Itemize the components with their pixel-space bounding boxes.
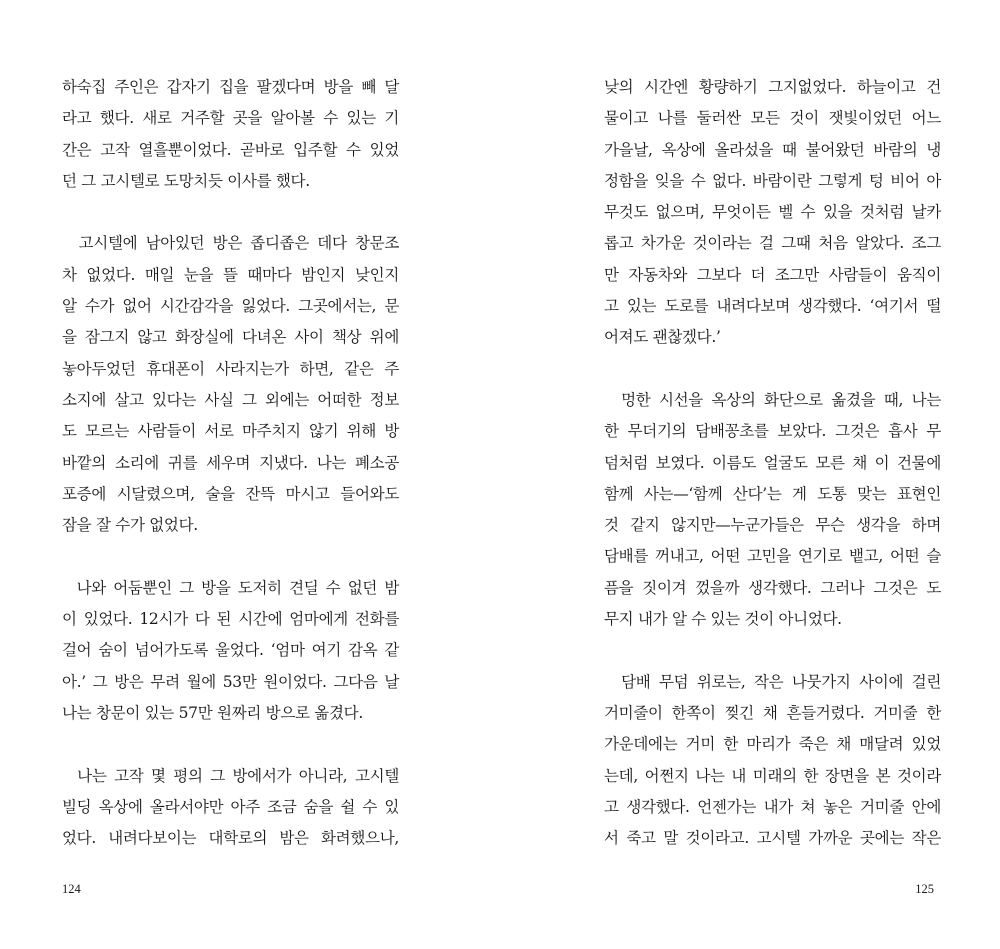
text-line: 포증에 시달렸으며, 술을 잔뜩 마시고 들어와도 (62, 484, 399, 503)
text-line: 만 자동차와 그보다 더 조그만 사람들이 움직이 (604, 265, 941, 284)
text-line: 이 있었다. 12시가 다 된 시간에 엄마에게 전화를 (62, 610, 399, 629)
paragraph-gap (62, 197, 399, 228)
text-line: 담배 무덤 위로는, 작은 나뭇가지 사이에 걸린 (604, 672, 941, 691)
text-line: 을 잠그지 않고 화장실에 다녀온 사이 책상 위에 (62, 328, 399, 347)
text-line: 거미줄이 한쪽이 찢긴 채 흔들거렸다. 거미줄 한 (604, 703, 941, 722)
paragraph-gap (62, 541, 399, 572)
text-line: 차 없었다. 매일 눈을 뜰 때마다 밤인지 낮인지 (62, 265, 399, 284)
page-number: 125 (915, 882, 934, 896)
page-number: 124 (62, 882, 81, 896)
text-line: 낮의 시간엔 황량하기 그지없었다. 하늘이고 건 (604, 78, 941, 96)
text-line: 알 수가 없어 시간감각을 잃었다. 그곳에서는, 문 (62, 297, 399, 316)
text-line: 가을날, 옥상에 올라섰을 때 불어왔던 바람의 냉 (604, 140, 941, 159)
text-line: 정함을 잊을 수 없다. 바람이란 그렇게 텅 비어 아 (604, 171, 941, 190)
paragraph-gap (604, 354, 941, 385)
text-line: 었다. 내려다보이는 대학로의 밤은 화려했으나, (62, 829, 399, 848)
text-line: 던 그 고시텔로 도망치듯 이사를 했다. (62, 171, 310, 190)
text-line: 무지 내가 알 수 있는 것이 아니었다. (604, 610, 842, 629)
right-page-body (604, 72, 941, 854)
text-line: 잠을 잘 수가 없었다. (62, 516, 198, 535)
text-line: 빌딩 옥상에 올라서야만 아주 조금 숨을 쉴 수 있 (62, 797, 399, 816)
paragraph-gap (62, 729, 399, 760)
right-page (500, 0, 1000, 949)
text-line: 서 죽고 말 것이라고. 고시텔 가까운 곳에는 작은 (604, 829, 941, 848)
text-line: 물이고 나를 둘러싼 모든 것이 잿빛이었던 어느 (604, 109, 941, 128)
text-line: 나와 어둠뿐인 그 방을 도저히 견딜 수 없던 밤 (62, 578, 399, 597)
text-line: 한 무더기의 담배꽁초를 보았다. 그것은 흡사 무 (604, 422, 941, 441)
text-line: 어져도 괜찮겠다.’ (604, 328, 721, 347)
text-line: 도 모르는 사람들이 서로 마주치지 않기 위해 방 (62, 422, 399, 441)
text-line: 덤처럼 보였다. 이름도 얼굴도 모른 채 이 건물에 (604, 453, 941, 472)
text-line: 는데, 어쩐지 나는 내 미래의 한 장면을 본 것이라 (604, 766, 941, 785)
text-line: 가운데에는 거미 한 마리가 죽은 채 매달려 있었 (604, 735, 941, 754)
text-line: 바깥의 소리에 귀를 세우며 지냈다. 나는 폐소공 (62, 453, 399, 472)
paragraph-gap (604, 635, 941, 666)
text-line: 롭고 차가운 것이라는 걸 그때 처음 알았다. 조그 (604, 234, 941, 253)
text-line: 고 생각했다. 언젠가는 내가 쳐 놓은 거미줄 안에 (604, 797, 941, 816)
text-line: 것 같지 않지만—누군가들은 무슨 생각을 하며 (604, 516, 941, 535)
text-line: 간은 고작 열흘뿐이었다. 곧바로 입주할 수 있었 (62, 140, 399, 159)
text-line: 무것도 없으며, 무엇이든 벨 수 있을 것처럼 날카 (604, 203, 941, 222)
text-line: 나는 창문이 있는 57만 원짜리 방으로 옮겼다. (62, 703, 363, 722)
text-line: 픔을 짓이겨 껐을까 생각했다. 그러나 그것은 도 (604, 578, 941, 597)
text-line: 걸어 숨이 넘어가도록 울었다. ‘엄마 여기 감옥 같 (62, 641, 399, 660)
text-line: 하숙집 주인은 갑자기 집을 팔겠다며 방을 빼 달 (62, 78, 399, 96)
text-line: 아.’ 그 방은 무려 월에 53만 원이었다. 그다음 날 (62, 672, 399, 691)
text-line: 소지에 살고 있다는 사실 그 외에는 어떠한 정보 (62, 390, 399, 409)
text-line: 놓아두었던 휴대폰이 사라지는가 하면, 같은 주 (62, 359, 399, 378)
text-line: 고 있는 도로를 내려다보며 생각했다. ‘여기서 떨 (604, 297, 941, 316)
text-line: 함께 사는—‘함께 산다’는 게 도통 맞는 표현인 (604, 484, 941, 503)
text-line: 고시텔에 남아있던 방은 좁디좁은 데다 창문조 (62, 234, 399, 253)
text-line: 나는 고작 몇 평의 그 방에서가 아니라, 고시텔 (62, 766, 399, 785)
left-page-body (62, 72, 399, 854)
text-line: 멍한 시선을 옥상의 화단으로 옮겼을 때, 나는 (604, 390, 941, 409)
text-line: 담배를 꺼내고, 어떤 고민을 연기로 뱉고, 어떤 슬 (604, 547, 941, 566)
text-line: 라고 했다. 새로 거주할 곳을 알아볼 수 있는 기 (62, 109, 399, 128)
